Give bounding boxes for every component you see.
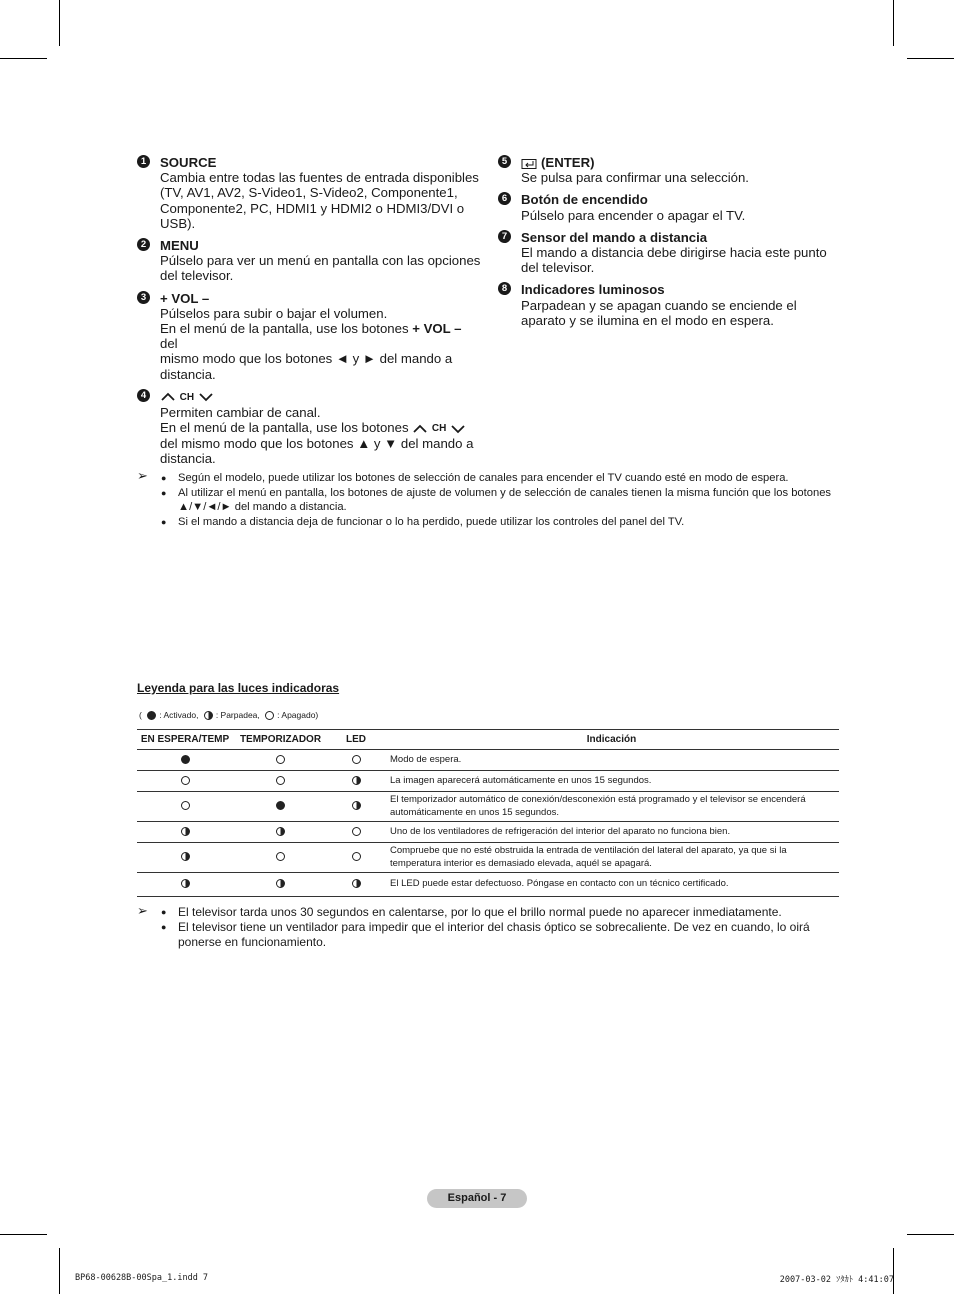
- item-text-part: En el menú de la pantalla, use los botones: [160, 321, 413, 337]
- led-blink-icon: [352, 879, 361, 888]
- note-item: ● El televisor tarda unos 30 segundos en calentarse, por lo que el brillo normal puede no aparecer inmediatamente.: [161, 905, 842, 920]
- note-item: ● Según el modelo, puede utilizar los botones de selección de canales para encender el TV cuando esté en modo de espera.: [161, 471, 842, 486]
- led-on-icon: [276, 801, 285, 810]
- state-cell: [137, 873, 233, 897]
- print-file-info: BP68-00628B-00Spa_1.indd 7: [75, 1273, 209, 1283]
- state-cell: [137, 843, 233, 873]
- crop-mark: [59, 1248, 60, 1294]
- control-item-indicators: [498, 282, 843, 328]
- led-on-icon: [181, 755, 190, 764]
- item-title: MENU: [160, 238, 199, 254]
- column-header: EN ESPERA/TEMP: [137, 730, 233, 750]
- led-off-icon: [276, 776, 285, 785]
- item-text: del mismo modo que los botones ▲ y ▼ del mando a: [160, 436, 474, 452]
- led-off-icon: [276, 755, 285, 764]
- item-number-badge: 7: [498, 230, 511, 243]
- legend-key: [139, 710, 318, 720]
- print-date-info: 2007-03-02 ｿﾀｶﾄ 4:41:07: [779, 1275, 894, 1285]
- item-title: [160, 389, 482, 405]
- item-text: USB).: [160, 215, 196, 231]
- table-header-row: [137, 730, 839, 750]
- item-text: Púlselo para ver un menú en pantalla con las opciones: [160, 253, 481, 269]
- crop-mark: [907, 1234, 954, 1235]
- controls-list-right: [498, 155, 843, 335]
- table-row: [137, 792, 839, 822]
- item-text: Se pulsa para confirmar una selección.: [521, 170, 749, 186]
- item-text: del televisor.: [521, 260, 595, 276]
- state-cell: [137, 771, 233, 792]
- state-cell: [328, 843, 384, 873]
- item-title: SOURCE: [160, 155, 217, 170]
- control-item-remote-sensor: [498, 230, 843, 276]
- notes-block: [137, 468, 842, 529]
- key-on-label: : Activado,: [159, 710, 199, 720]
- item-title: Indicadores luminosos: [521, 282, 665, 298]
- item-number-badge: 2: [137, 238, 150, 251]
- item-number-badge: 6: [498, 192, 511, 205]
- led-off-icon: [352, 852, 361, 861]
- state-cell: [328, 792, 384, 822]
- state-cell: [328, 750, 384, 771]
- indication-cell: Uno de los ventiladores de refrigeración del interior del aparato no funciona bien.: [384, 822, 839, 843]
- item-text: mismo modo que los botones ◄ y ► del mando a: [160, 351, 453, 367]
- led-off-icon: [181, 776, 190, 785]
- led-blink-icon: [181, 879, 190, 888]
- enter-label: (ENTER): [541, 155, 595, 170]
- item-text: Parpadean y se apagan cuando se enciende el: [521, 297, 797, 313]
- item-text: distancia.: [160, 366, 216, 382]
- crop-mark: [893, 0, 894, 46]
- indication-cell: Compruebe que no esté obstruida la entrada de ventilación del lateral del aparato, ya que si la temperatura interior es demasiado elevada, aquél se apagará.: [384, 843, 839, 873]
- key-blink-label: : Parpadea,: [215, 710, 260, 720]
- led-blink-icon: [181, 827, 190, 836]
- item-number-badge: 8: [498, 282, 511, 295]
- item-number-badge: 5: [498, 155, 511, 168]
- led-blink-icon: [276, 827, 285, 836]
- item-title: Botón de encendido: [521, 192, 648, 208]
- control-item-menu: [137, 238, 482, 284]
- vol-label: + VOL –: [412, 321, 462, 337]
- table-row: [137, 822, 839, 843]
- item-number-badge: 3: [137, 291, 150, 304]
- note-item: ● Si el mando a distancia deja de funcionar o lo ha perdido, puede utilizar los controles del panel del TV.: [161, 515, 842, 530]
- item-text: aparato y se ilumina en el modo en espera.: [521, 312, 774, 328]
- table-row: [137, 843, 839, 873]
- note-item: ● Al utilizar el menú en pantalla, los botones de ajuste de volumen y de selección de canales tienen la misma función que los botones ▲/▼/◄/► del mando a distancia.: [161, 486, 842, 515]
- state-cell: [328, 822, 384, 843]
- item-number-badge: 4: [137, 389, 150, 402]
- indication-cell: El LED puede estar defectuoso. Póngase en contacto con un técnico certificado.: [384, 873, 839, 897]
- table-row: [137, 873, 839, 897]
- note-arrow-icon: ➢: [137, 468, 148, 483]
- note-item: ● El televisor tiene un ventilador para impedir que el interior del chasis óptico se sobrecaliente. De vez en cuando, lo oirá ponerse en funcionamiento.: [161, 920, 842, 950]
- column-header: Indicación: [384, 730, 839, 750]
- state-cell: [233, 822, 328, 843]
- ch-label: CH: [179, 391, 195, 403]
- state-cell: [233, 843, 328, 873]
- item-title: + VOL –: [160, 290, 210, 306]
- control-item-source: [137, 155, 482, 231]
- crop-mark: [893, 1248, 894, 1294]
- state-cell: [137, 792, 233, 822]
- led-blink-icon: [181, 852, 190, 861]
- state-cell: [137, 822, 233, 843]
- crop-mark: [907, 58, 954, 59]
- indication-cell: Modo de espera.: [384, 750, 839, 771]
- led-blink-icon: [204, 711, 213, 720]
- item-text: [160, 321, 482, 351]
- note-arrow-icon: ➢: [137, 903, 148, 918]
- item-text: [160, 420, 482, 436]
- notes-block-2: [137, 905, 842, 950]
- item-text: Componente2, PC, HDMI1 y HDMI2 o HDMI3/DVI o: [160, 200, 465, 216]
- item-text-part: En el menú de la pantalla, use los botones: [160, 420, 413, 436]
- led-off-icon: [181, 801, 190, 810]
- chevron-up-icon: [160, 392, 176, 402]
- chevron-down-icon: [198, 392, 214, 402]
- chevron-down-icon: [450, 424, 466, 434]
- crop-mark: [0, 58, 47, 59]
- item-title: [521, 155, 843, 170]
- enter-icon: [521, 158, 539, 170]
- table-row: [137, 771, 839, 792]
- key-paren: (: [139, 710, 142, 720]
- item-text: (TV, AV1, AV2, S-Video1, S-Video2, Componente1,: [160, 185, 458, 201]
- led-off-icon: [352, 755, 361, 764]
- state-cell: [233, 750, 328, 771]
- item-text: Púlselo para encender o apagar el TV.: [521, 207, 746, 223]
- led-blink-icon: [276, 879, 285, 888]
- state-cell: [233, 873, 328, 897]
- page-number-badge: Español - 7: [427, 1189, 527, 1208]
- column-header: LED: [328, 730, 384, 750]
- indication-cell: El temporizador automático de conexión/desconexión está programado y el televisor se encenderá automáticamente en unos 15 segundos.: [384, 792, 839, 822]
- led-off-icon: [352, 827, 361, 836]
- item-number-badge: 1: [137, 155, 150, 168]
- state-cell: [328, 873, 384, 897]
- ch-label: CH: [431, 423, 447, 435]
- crop-mark: [59, 0, 60, 46]
- item-text-part: del: [160, 336, 178, 352]
- legend-title: Leyenda para las luces indicadoras: [137, 681, 340, 695]
- control-item-volume: [137, 291, 482, 382]
- item-text: distancia.: [160, 451, 216, 467]
- chevron-up-icon: [412, 424, 428, 434]
- state-cell: [328, 771, 384, 792]
- controls-list-left: [137, 155, 482, 474]
- indicator-table: [137, 729, 839, 897]
- item-text: El mando a distancia debe dirigirse hacia este punto: [521, 245, 827, 261]
- control-item-channel: [137, 389, 482, 467]
- led-off-icon: [276, 852, 285, 861]
- table-row: [137, 750, 839, 771]
- item-text: Púlselos para subir o bajar el volumen.: [160, 305, 388, 321]
- notes-list: [137, 905, 842, 950]
- crop-mark: [0, 1234, 47, 1235]
- item-text: Cambia entre todas las fuentes de entrada disponibles: [160, 170, 479, 186]
- led-off-icon: [265, 711, 274, 720]
- state-cell: [233, 771, 328, 792]
- item-text: del televisor.: [160, 268, 234, 284]
- key-off-label: : Apagado): [277, 710, 319, 720]
- column-header: TEMPORIZADOR: [233, 730, 328, 750]
- table-body: [137, 750, 839, 897]
- item-text: Permiten cambiar de canal.: [160, 404, 321, 420]
- state-cell: [137, 750, 233, 771]
- state-cell: [233, 792, 328, 822]
- indication-cell: La imagen aparecerá automáticamente en unos 15 segundos.: [384, 771, 839, 792]
- control-item-enter: [498, 155, 843, 185]
- led-blink-icon: [352, 801, 361, 810]
- item-title: Sensor del mando a distancia: [521, 229, 708, 245]
- led-on-icon: [147, 711, 156, 720]
- control-item-power: [498, 192, 843, 222]
- notes-list: [137, 468, 842, 529]
- led-blink-icon: [352, 776, 361, 785]
